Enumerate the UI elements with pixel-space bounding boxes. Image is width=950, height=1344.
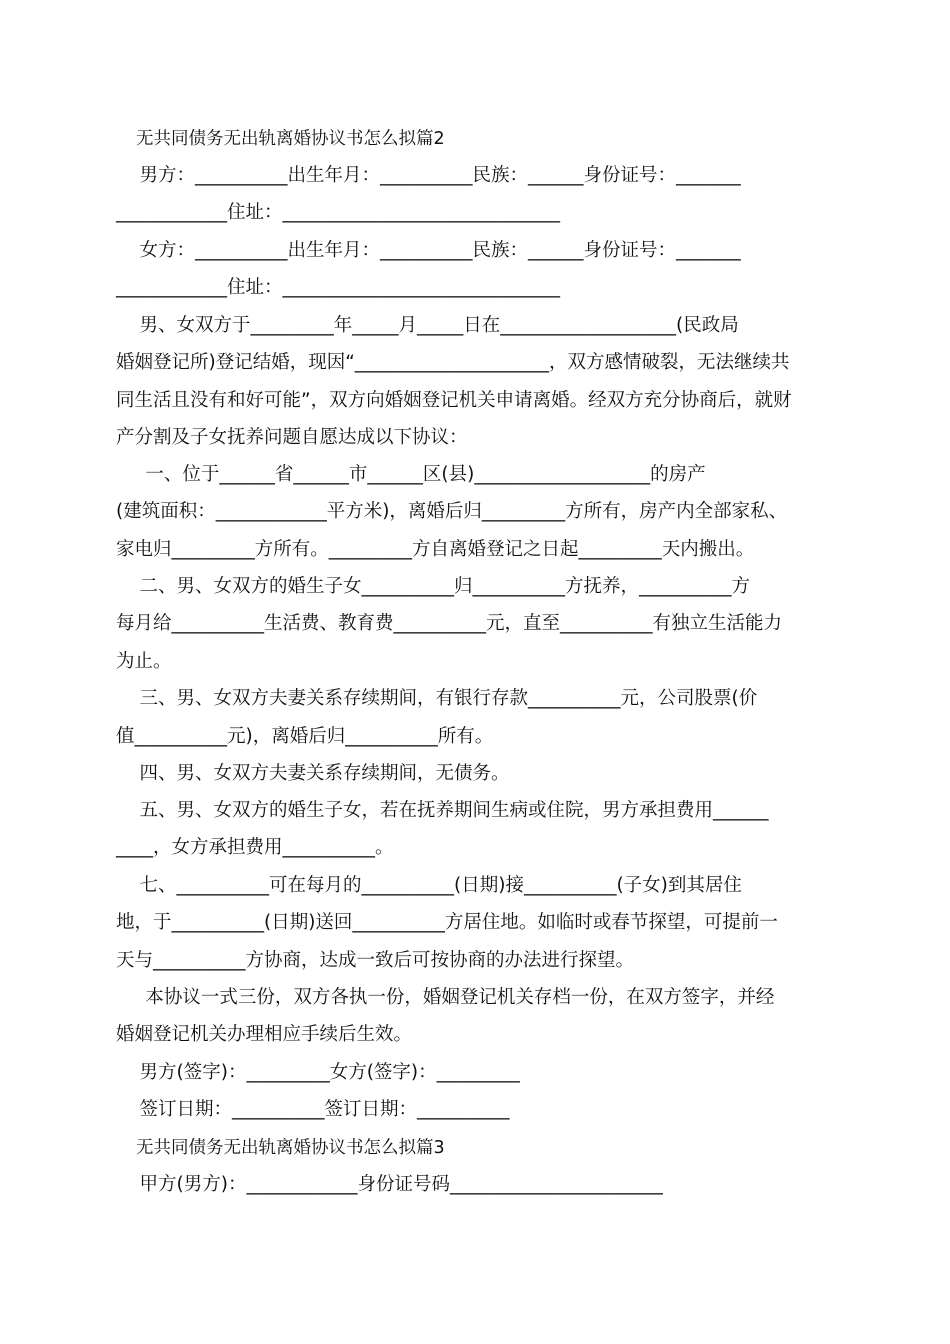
section-2-title: 无共同债务无出轨离婚协议书怎么拟篇2 (136, 129, 445, 149)
text-line: 五、男、女双方的婚生子女，若在抚养期间生病或住院，男方承担费用______ (116, 800, 769, 821)
signature-line: 男方(签字)：_________女方(签字)：_________ (116, 1062, 520, 1083)
text-line: 同生活且没有和好可能”，双方向婚姻登记机关申请离婚。经双方充分协商后，就财 (116, 390, 792, 411)
text-line: 值__________元)，离婚后归__________所有。 (116, 726, 494, 747)
text-line: ____________住址：______________________________ (116, 277, 561, 298)
text-line: 地，于__________(日期)送回__________方居住地。如临时或春节探望，可提前一 (116, 912, 778, 933)
text-line: 甲方(男方)：____________身份证号码_______________________ (116, 1174, 663, 1195)
text-line: 每月给__________生活费、教育费__________元，直至__________有独立生活能力 (116, 613, 783, 634)
text-line: 产分割及子女抚养问题自愿达成以下协议： (116, 427, 468, 448)
text-line: 为止。 (116, 651, 172, 672)
text-line: 一、位于______省______市______区(县)___________________的房产 (116, 464, 706, 485)
text-line: 婚姻登记机关办理相应手续后生效。 (116, 1024, 413, 1045)
text-line: 婚姻登记所)登记结婚，现因“_____________________，双方感情破裂，无法继续共 (116, 352, 790, 373)
text-line: 本协议一式三份，双方各执一份，婚姻登记机关存档一份，在双方签字，并经 (116, 987, 775, 1008)
text-line: 四、男、女双方夫妻关系存续期间，无债务。 (116, 763, 510, 784)
text-line: ____，女方承担费用__________。 (116, 837, 394, 858)
section-3-title: 无共同债务无出轨离婚协议书怎么拟篇3 (136, 1138, 445, 1158)
text-line: 家电归_________方所有。_________方自离婚登记之日起_________天内搬出。 (116, 539, 755, 560)
text-line: 男、女双方于_________年_____月_____日在___________________(民政局 (116, 315, 739, 336)
text-line: 天与__________方协商，达成一致后可按协商的办法进行探望。 (116, 950, 635, 971)
text-line: 女方：__________出生年月：__________民族：______身份证号：_______ (116, 240, 741, 261)
text-line: 七、__________可在每月的__________(日期)接__________(子女)到其居住 (116, 875, 742, 896)
text-line: 二、男、女双方的婚生子女__________归__________方抚养，__________方 (116, 576, 751, 597)
text-line: 男方：__________出生年月：__________民族：______身份证号：_______ (116, 165, 741, 186)
text-line: (建筑面积：____________平方米)，离婚后归_________方所有，房产内全部家私、 (116, 501, 788, 522)
text-line: ____________住址：______________________________ (116, 202, 561, 223)
text-line: 三、男、女双方夫妻关系存续期间，有银行存款__________元，公司股票(价 (116, 688, 758, 709)
date-line: 签订日期：__________签订日期：__________ (116, 1099, 510, 1120)
